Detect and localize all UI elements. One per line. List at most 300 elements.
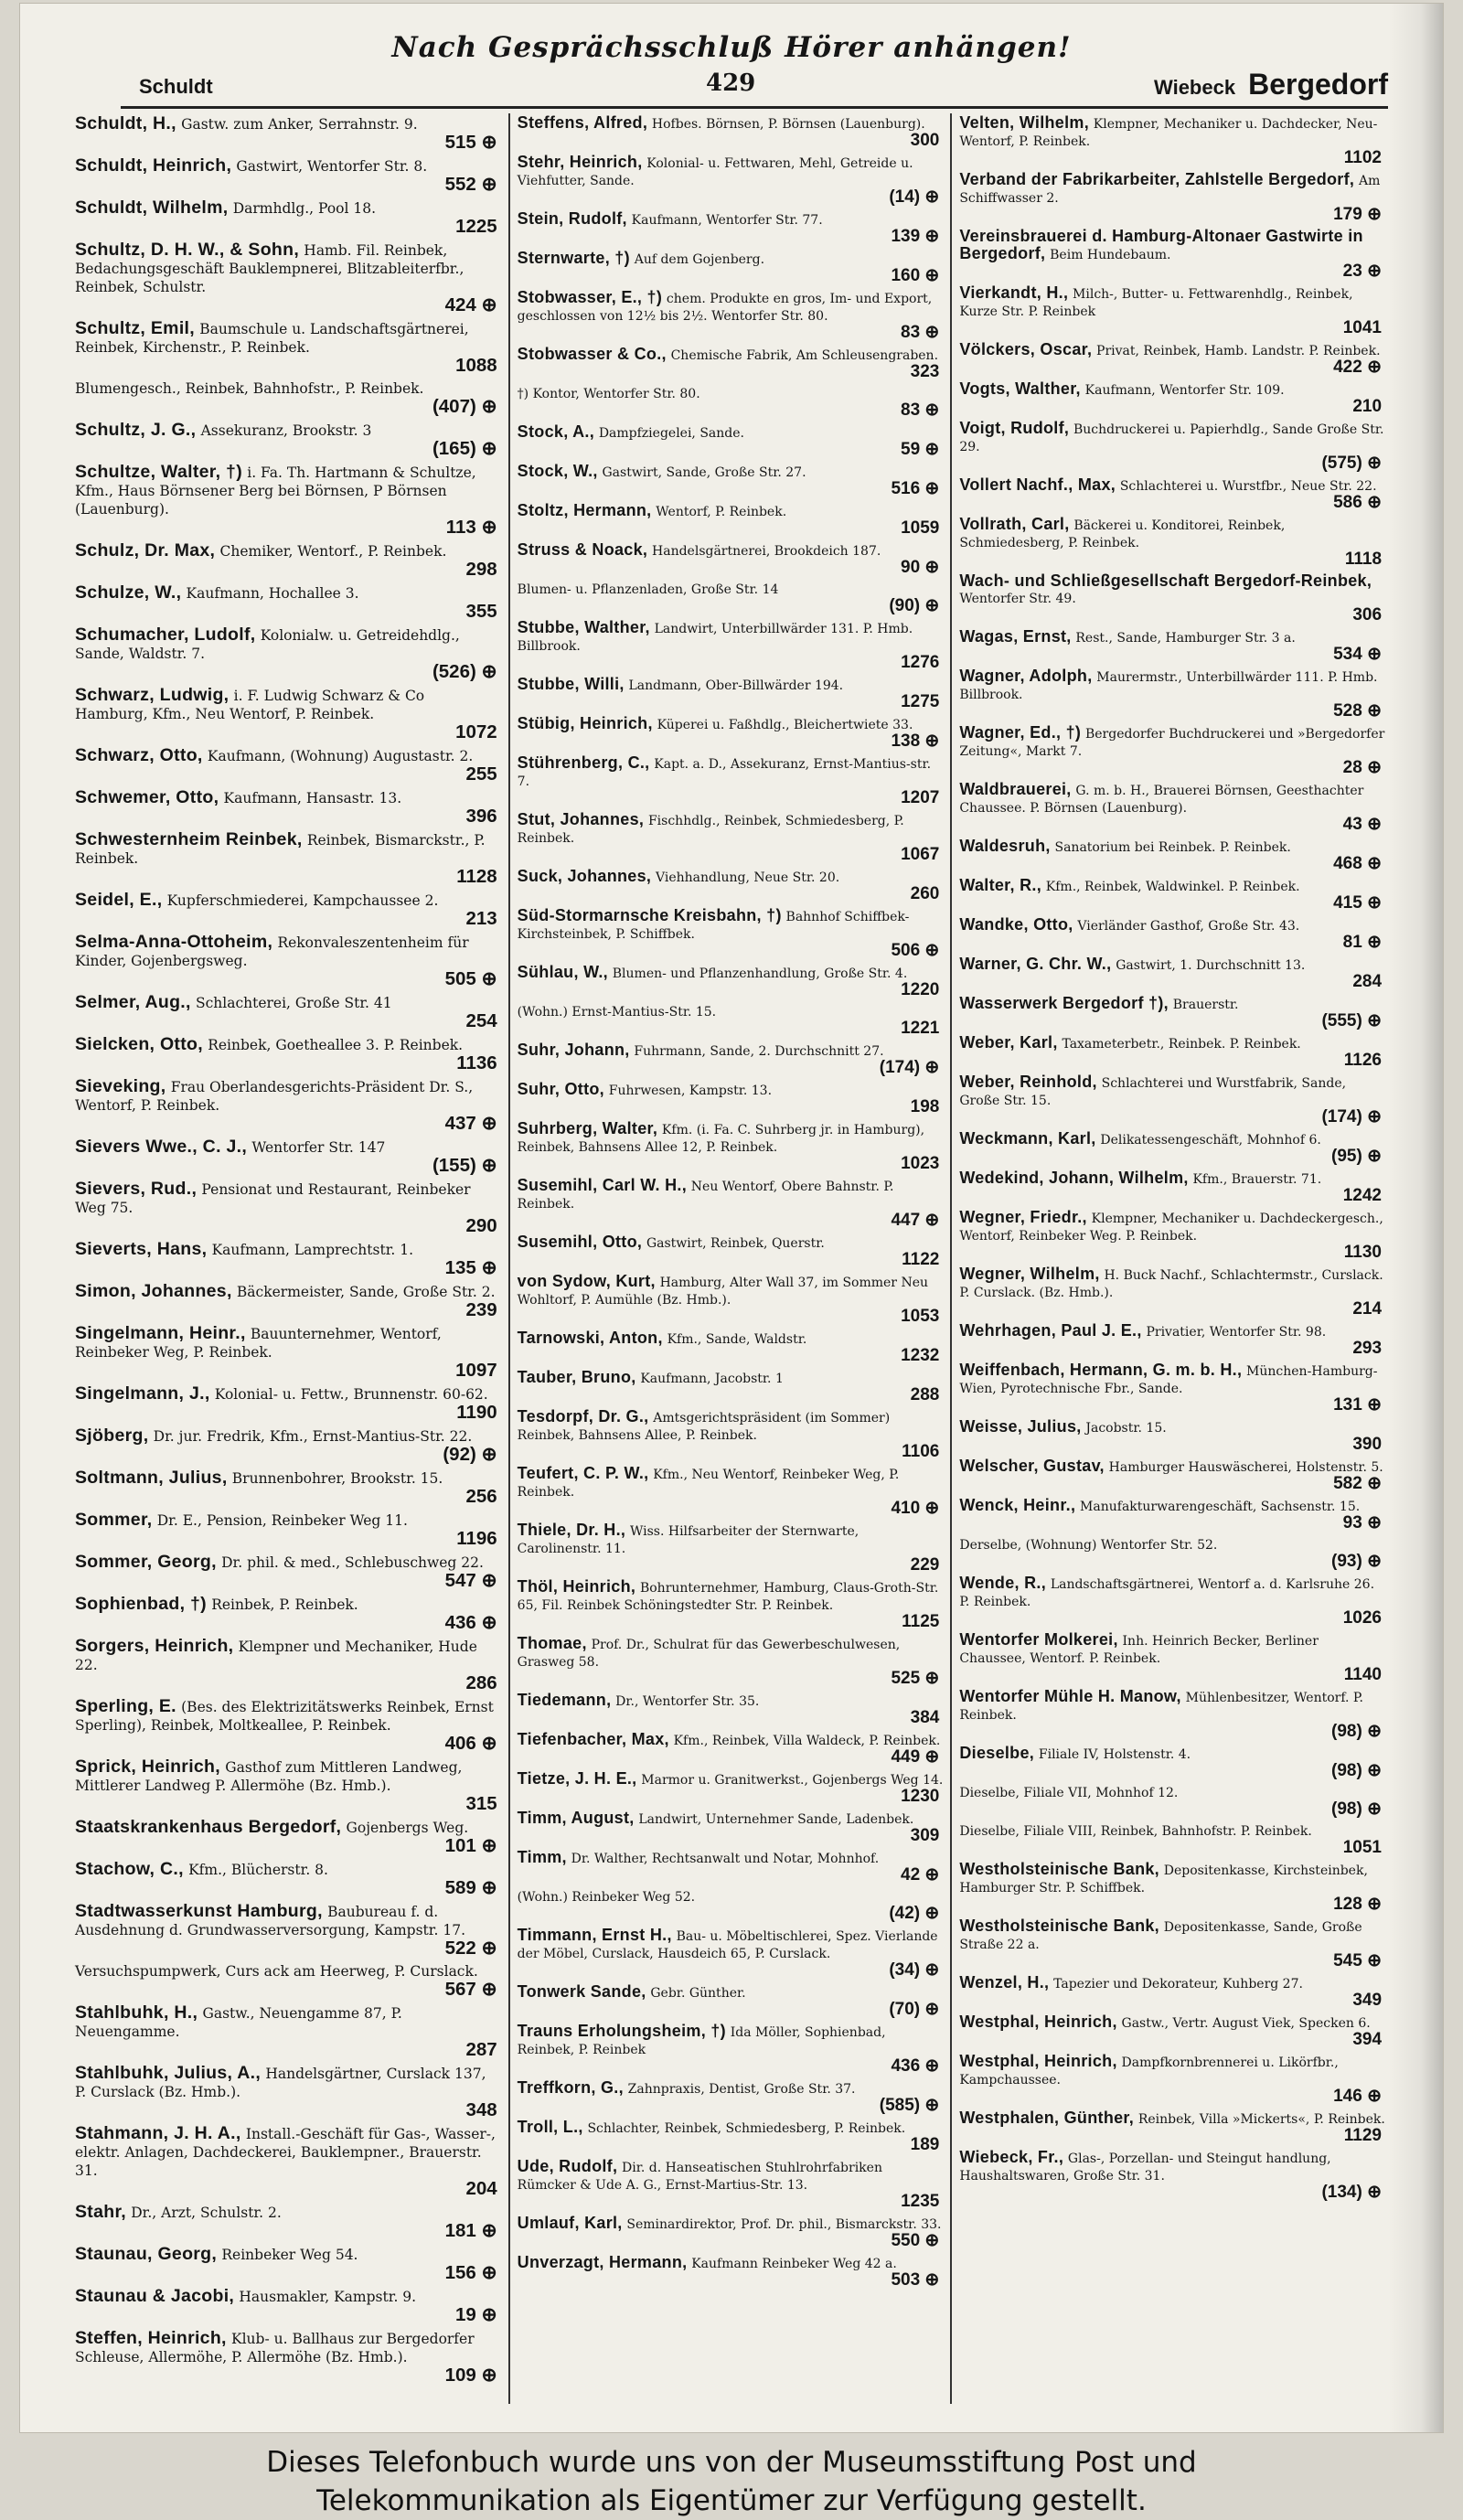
entry-details: Ida Möller, Sophienbad, Reinbek, P. Reinbek — [517, 2025, 886, 2057]
listing-entry — [75, 155, 501, 198]
entry-phone-number: 1102 — [1343, 148, 1383, 167]
entry-name: Suhr, Johann, — [517, 1041, 630, 1059]
entry-phone-number: 468 ⊕ — [1333, 854, 1383, 873]
entry-details: Reinbek, P. Reinbek. — [211, 1596, 358, 1613]
entry-details: i. F. Ludwig Schwarz & Co Hamburg, Kfm., Neu Wentorf, P. Reinbek. — [75, 688, 425, 722]
entry-details: Chemische Fabrik, Am Schleusengraben. — [670, 348, 939, 363]
listing-entry — [75, 1239, 501, 1281]
listing-entry — [518, 1769, 944, 1809]
entry-name: Unverzagt, Hermann, — [517, 2253, 688, 2271]
entry-details: Gastwirt, 1. Durchschnitt 13. — [1116, 958, 1306, 973]
entry-details: Sanatorium bei Reinbek. P. Reinbek. — [1054, 840, 1291, 855]
entry-details: (Bes. des Elektrizitätswerks Reinbek, Ernst Sperling), Reinbek, Moltkeallee, P. Reinbek. — [75, 1699, 494, 1734]
entry-phone-number: 1140 — [1343, 1665, 1383, 1684]
entry-details: Depositenkasse, Kirchsteinbek, Hamburger Str. P. Schiffbek. — [959, 1863, 1368, 1895]
listing-entry — [518, 345, 944, 384]
entry-name: Völckers, Oscar, — [959, 340, 1093, 358]
entry-phone-number: (93) ⊕ — [1331, 1552, 1383, 1571]
entry-name: Sperling, E. — [75, 1696, 176, 1716]
entry-phone-number: 384 — [910, 1708, 940, 1727]
entry-details: Dir. d. Hanseatischen Stuhlrohrfabriken Rümcker & Ude A. G., Ernst-Martius-Str. 13. — [517, 2161, 882, 2193]
entry-details: Kfm., Brauerstr. 71. — [1192, 1172, 1322, 1187]
listing-entry — [75, 1696, 501, 1757]
entry-name: Walter, R., — [959, 876, 1041, 894]
entry-phone-number: 436 ⊕ — [444, 1612, 497, 1633]
listing-column-1 — [68, 113, 508, 2404]
listing-entry — [518, 1634, 944, 1691]
entry-name: Thöl, Heinrich, — [517, 1577, 636, 1596]
entry-name: Westholsteinische Bank, — [959, 1860, 1159, 1878]
entry-phone-number: 179 ⊕ — [1333, 205, 1383, 224]
entry-phone-number: 422 ⊕ — [1333, 358, 1383, 377]
entry-name: Westphal, Heinrich, — [959, 2013, 1117, 2031]
entry-name: Wenzel, H., — [959, 1973, 1050, 1991]
entry-phone-number: 286 — [465, 1672, 497, 1693]
entry-details: Kfm., Neu Wentorf, Reinbeker Weg, P. Reinbek. — [517, 1468, 900, 1500]
entry-name: Stührenberg, C., — [517, 753, 650, 772]
entry-phone-number: 214 — [1352, 1299, 1383, 1319]
entry-name: Seidel, E., — [75, 890, 163, 910]
listing-entry — [75, 420, 501, 462]
listing-entry — [75, 932, 501, 992]
entry-name: Struss & Noack, — [517, 540, 648, 559]
entry-name: Teufert, C. P. W., — [517, 1464, 649, 1482]
entry-phone-number: 406 ⊕ — [444, 1733, 497, 1754]
entry-phone-number: (174) ⊕ — [1321, 1107, 1383, 1127]
entry-phone-number: 525 ⊕ — [891, 1669, 940, 1688]
entry-phone-number: (34) ⊕ — [889, 1960, 940, 1980]
entry-name: Timmann, Ernst H., — [517, 1926, 672, 1944]
entry-name: Westphalen, Günther, — [959, 2109, 1135, 2127]
entry-details: Bau- u. Möbeltischlerei, Spez. Vierlande der Möbel, Curslack, Hausdeich 65, P. Curslack. — [517, 1929, 938, 1961]
entry-details: Zahnpraxis, Dentist, Große Str. 37. — [627, 2082, 856, 2097]
entry-phone-number: 1067 — [901, 845, 940, 864]
listing-entry — [959, 2013, 1385, 2052]
listing-entry — [518, 1080, 944, 1119]
entry-name: Staunau, Georg, — [75, 2244, 218, 2264]
listing-entry — [518, 1407, 944, 1464]
entry-details: Fuhrwesen, Kampstr. 13. — [608, 1084, 773, 1098]
entry-details: Gastwirt, Reinbek, Querstr. — [646, 1236, 825, 1251]
entry-name: Schwarz, Otto, — [75, 745, 203, 765]
listing-entry — [959, 1630, 1385, 1687]
entry-details: Schlachterei und Wurstfabrik, Sande, Große Str. 15. — [959, 1076, 1347, 1108]
entry-details: i. Fa. Th. Hartmann & Schultze, Kfm., Haus Börnsener Berg bei Börnsen, P Börnsen (Lauenburg). — [75, 464, 476, 518]
entry-phone-number: (98) ⊕ — [1331, 1722, 1383, 1741]
listing-entry — [518, 2157, 944, 2214]
entry-details: Kaufmann Reinbeker Weg 42 a. — [691, 2257, 897, 2271]
entry-details: (Wohn.) Ernst-Mantius-Str. 15. — [517, 1005, 717, 1020]
listing-entry — [518, 1691, 944, 1730]
entry-name: Wedekind, Johann, Wilhelm, — [959, 1169, 1189, 1187]
entry-details: Wentorfer Str. 49. — [959, 592, 1076, 606]
entry-phone-number: 506 ⊕ — [891, 941, 940, 960]
listing-entry — [518, 462, 944, 501]
entry-phone-number: 146 ⊕ — [1333, 2087, 1383, 2106]
listing-entry — [75, 1510, 501, 1552]
listing-entry — [959, 571, 1385, 627]
running-header — [121, 68, 1388, 104]
entry-name: Stadtwasserkunst Hamburg, — [75, 1901, 323, 1921]
entry-name: Tiefenbacher, Max, — [517, 1730, 669, 1748]
entry-details: Wentorfer Str. 147 — [251, 1139, 386, 1156]
entry-phone-number: 436 ⊕ — [891, 2056, 940, 2076]
entry-name: Umlauf, Karl, — [517, 2214, 623, 2232]
listing-entry — [75, 1137, 501, 1179]
listing-entry — [518, 1887, 944, 1926]
entry-phone-number: 90 ⊕ — [901, 558, 940, 577]
entry-phone-number: 1106 — [902, 1442, 940, 1461]
entry-phone-number: 306 — [1352, 605, 1383, 625]
footer-credit — [0, 2443, 1463, 2520]
entry-details: Kaufmann, Hochallee 3. — [186, 585, 359, 602]
entry-details: Privat, Reinbek, Hamb. Landstr. P. Reinbek. — [1096, 344, 1381, 358]
entry-phone-number: 81 ⊕ — [1342, 933, 1383, 952]
entry-details: Kfm., Reinbek, Villa Waldeck, P. Reinbek. — [673, 1734, 941, 1748]
entry-phone-number: 1196 — [456, 1528, 497, 1549]
entry-phone-number: (407) ⊕ — [432, 396, 497, 417]
entry-details: Dieselbe, Filiale VIII, Reinbek, Bahnhofstr. P. Reinbek. — [959, 1824, 1312, 1839]
listing-entry — [959, 113, 1385, 170]
entry-phone-number: 505 ⊕ — [444, 968, 497, 989]
listing-entry — [75, 2002, 501, 2063]
entry-phone-number: 315 — [465, 1793, 497, 1814]
entry-name: Stahmann, J. H. A., — [75, 2123, 241, 2143]
entry-phone-number: 355 — [465, 601, 497, 622]
entry-phone-number: 1097 — [455, 1360, 497, 1381]
listing-entry — [959, 1265, 1385, 1321]
entry-phone-number: 447 ⊕ — [891, 1211, 940, 1230]
listing-entry — [75, 829, 501, 890]
entry-phone-number: 1126 — [1343, 1051, 1383, 1070]
listing-entry — [75, 2328, 501, 2388]
entry-phone-number: 1220 — [901, 980, 940, 999]
listing-entry — [518, 963, 944, 1002]
entry-name: Thiele, Dr. H., — [517, 1521, 626, 1539]
entry-name: Schultz, D. H. W., & Sohn, — [75, 240, 300, 260]
entry-phone-number: (90) ⊕ — [889, 596, 940, 615]
entry-name: Verband der Fabrikarbeiter, Zahlstelle Bergedorf, — [959, 170, 1355, 188]
listing-column-3 — [950, 113, 1393, 2404]
entry-details: Frau Oberlandesgerichts-Präsident Dr. S., Wentorf, P. Reinbek. — [75, 1079, 474, 1114]
listing-entry — [959, 723, 1385, 780]
entry-phone-number: 550 ⊕ — [891, 2231, 940, 2250]
entry-phone-number: 415 ⊕ — [1333, 893, 1383, 913]
entry-details: Chemiker, Wentorf., P. Reinbek. — [219, 543, 447, 560]
entry-name: Schwesternheim Reinbek, — [75, 829, 303, 849]
listing-entry — [518, 1521, 944, 1577]
header-right — [1154, 68, 1388, 101]
entry-phone-number: 396 — [465, 806, 497, 827]
entry-phone-number: 160 ⊕ — [891, 266, 940, 285]
listing-entry — [518, 1848, 944, 1887]
listing-entry — [959, 2052, 1385, 2109]
entry-name: Wehrhagen, Paul J. E., — [959, 1321, 1142, 1340]
header-left-keyword: Schuldt — [139, 75, 213, 98]
entry-name: Wagner, Ed., †) — [959, 723, 1082, 742]
entry-details: Gastwirt, Wentorfer Str. 8. — [236, 158, 428, 175]
entry-details: Dampfkornbrennerei u. Likörfbr., Kampchaussee. — [959, 2056, 1339, 2088]
listing-entry — [959, 1783, 1385, 1821]
listing-entry — [75, 1323, 501, 1383]
listing-entry — [75, 1076, 501, 1137]
entry-name: Schultz, J. G., — [75, 420, 197, 440]
entry-phone-number: (585) ⊕ — [879, 2096, 940, 2115]
entry-phone-number: (95) ⊕ — [1331, 1147, 1383, 1166]
entry-details: Bohrunternehmer, Hamburg, Claus-Groth-Str. 65, Fil. Reinbek Schöningstedter Str. P. Reinbek. — [517, 1581, 939, 1613]
entry-name: Timm, August, — [517, 1809, 635, 1827]
entry-name: Steffen, Heinrich, — [75, 2328, 227, 2348]
entry-details: München-Hamburg-Wien, Pyrotechnische Fbr., Sande. — [959, 1364, 1378, 1396]
listing-entry — [75, 787, 501, 829]
entry-name: Stahlbuhk, Julius, A., — [75, 2063, 262, 2083]
entry-phone-number: 547 ⊕ — [444, 1570, 497, 1591]
header-place-name: Bergedorf — [1248, 68, 1388, 101]
entry-details: Maurermstr., Unterbillwärder 111. P. Hmb. Billbrook. — [959, 670, 1378, 702]
listing-entry — [75, 1961, 501, 2002]
entry-phone-number: 567 ⊕ — [444, 1979, 497, 2000]
entry-name: Sjöberg, — [75, 1426, 149, 1446]
entry-details: Schlachter, Reinbek, Schmiedesberg, P. Reinbek. — [587, 2121, 906, 2136]
entry-name: Schwarz, Ludwig, — [75, 685, 230, 705]
listing-entry — [518, 2214, 944, 2253]
listing-entry — [518, 580, 944, 618]
entry-details: Hausmakler, Kampstr. 9. — [239, 2289, 417, 2305]
entry-details: Kfm., Blücherstr. 8. — [188, 1862, 328, 1878]
entry-name: Wenck, Heinr., — [959, 1496, 1076, 1514]
entry-details: †) Kontor, Wentorfer Str. 80. — [517, 387, 700, 401]
entry-phone-number: 1023 — [901, 1154, 940, 1173]
entry-details: Wiss. Hilfsarbeiter der Sternwarte, Carolinenstr. 11. — [517, 1524, 860, 1556]
listing-entry — [75, 1636, 501, 1696]
entry-phone-number: 83 ⊕ — [901, 323, 940, 342]
entry-details: Blumengesch., Reinbek, Bahnhofstr., P. Reinbek. — [75, 380, 424, 397]
entry-phone-number: 1207 — [901, 788, 940, 807]
entry-details: Handelsgärtnerei, Brookdeich 187. — [652, 544, 881, 559]
entry-name: Voigt, Rudolf, — [959, 419, 1070, 437]
entry-phone-number: 19 ⊕ — [454, 2304, 497, 2325]
header-rule — [121, 106, 1388, 109]
listing-entry — [518, 867, 944, 906]
entry-phone-number: 309 — [910, 1826, 940, 1845]
entry-phone-number: 516 ⊕ — [891, 479, 940, 498]
entry-name: Warner, G. Chr. W., — [959, 955, 1112, 973]
entry-name: Sievers, Rud., — [75, 1179, 198, 1199]
entry-name: Stock, W., — [517, 462, 598, 480]
entry-phone-number: 293 — [1352, 1339, 1383, 1358]
listing-entry — [518, 384, 944, 422]
entry-details: Kaufmann, Jacobstr. 1 — [640, 1372, 784, 1386]
entry-name: Steffens, Alfred, — [517, 113, 648, 132]
listing-entry — [75, 1757, 501, 1817]
entry-name: Vereinsbrauerei d. Hamburg-Altonaer Gastwirte in Bergedorf, — [959, 227, 1363, 262]
entry-phone-number: 213 — [465, 908, 497, 929]
listing-entry — [959, 994, 1385, 1033]
entry-phone-number: (92) ⊕ — [443, 1444, 497, 1465]
entry-details: Hofbes. Börnsen, P. Börnsen (Lauenburg). — [651, 117, 925, 132]
entry-phone-number: 503 ⊕ — [891, 2270, 940, 2290]
header-right-keyword: Wiebeck — [1154, 76, 1236, 99]
listing-entry — [959, 1687, 1385, 1744]
entry-name: Wagas, Ernst, — [959, 627, 1072, 646]
entry-phone-number: 586 ⊕ — [1333, 493, 1383, 512]
entry-name: Vierkandt, H., — [959, 283, 1069, 302]
listing-entry — [518, 810, 944, 867]
entry-details: Handelsgärtner, Curslack 137, P. Curslack (Bz. Hmb.). — [75, 2066, 486, 2100]
entry-phone-number: 1053 — [901, 1307, 940, 1326]
entry-phone-number: 410 ⊕ — [891, 1499, 940, 1518]
entry-name: Stein, Rudolf, — [517, 209, 627, 228]
entry-name: Waldbrauerei, — [959, 780, 1072, 798]
entry-phone-number: 229 — [910, 1555, 940, 1575]
listing-entry — [518, 1041, 944, 1080]
listing-entry — [518, 1577, 944, 1634]
listing-entry — [75, 318, 501, 379]
entry-details: Am Schiffwasser 2. — [959, 174, 1381, 206]
listing-entry — [959, 1417, 1385, 1457]
entry-phone-number: 1051 — [1342, 1838, 1383, 1857]
entry-details: Kfm. (i. Fa. C. Suhrberg jr. in Hamburg), Reinbek, Bahnsens Allee 12, P. Reinbek. — [517, 1123, 925, 1155]
entry-details: Gasthof zum Mittleren Landweg, Mittlerer Landweg P. Allermöhe (Bz. Hmb.). — [75, 1759, 463, 1794]
listing-entry — [959, 1744, 1385, 1783]
entry-details: Marmor u. Granitwerkst., Gojenbergs Weg 14. — [641, 1773, 944, 1788]
entry-phone-number: 139 ⊕ — [891, 227, 940, 246]
entry-name: Wentorfer Mühle H. Manow, — [959, 1687, 1181, 1705]
entry-details: Landschaftsgärtnerei, Wentorf a. d. Karlsruhe 26. P. Reinbek. — [959, 1577, 1375, 1609]
entry-phone-number: 28 ⊕ — [1342, 758, 1383, 777]
listing-entry — [959, 475, 1385, 515]
entry-name: Schuldt, Heinrich, — [75, 155, 232, 176]
entry-name: Sievers Wwe., C. J., — [75, 1137, 248, 1157]
listing-entry — [75, 1552, 501, 1594]
entry-details: Bahnhof Schiffbek-Kirchsteinbek, P. Schiffbek. — [517, 910, 910, 942]
entry-name: Wentorfer Molkerei, — [959, 1630, 1118, 1649]
entry-details: Landmann, Ober-Billwärder 194. — [628, 678, 844, 693]
listing-entry — [75, 992, 501, 1034]
page-edge-shadow — [1388, 4, 1443, 2432]
entry-details: Klub- u. Ballhaus zur Bergedorfer Schleuse, Allermöhe, P. Allermöhe (Bz. Hmb.). — [75, 2331, 475, 2365]
listing-entry — [75, 1901, 501, 1961]
listing-entry — [959, 1361, 1385, 1417]
entry-details: Baubureau f. d. Ausdehnung d. Grundwasserversorgung, Kampstr. 17. — [75, 1904, 465, 1938]
entry-phone-number: 1130 — [1343, 1243, 1383, 1262]
entry-phone-number: 349 — [1352, 1991, 1383, 2010]
entry-name: Stachow, C., — [75, 1859, 184, 1879]
entry-details: Kaufmann, (Wohnung) Augustastr. 2. — [207, 748, 474, 764]
entry-name: Troll, L., — [517, 2118, 583, 2136]
entry-phone-number: 59 ⊕ — [901, 440, 940, 459]
entry-name: Weber, Reinhold, — [959, 1073, 1097, 1091]
entry-phone-number: 522 ⊕ — [444, 1938, 497, 1959]
entry-name: Stubbe, Willi, — [517, 675, 625, 693]
listing-entry — [518, 1329, 944, 1368]
entry-name: Schultz, Emil, — [75, 318, 195, 338]
entry-name: Singelmann, J., — [75, 1383, 210, 1404]
entry-phone-number: 1136 — [456, 1052, 497, 1073]
entry-details: Bäckerei u. Konditorei, Reinbek, Schmiedesberg, P. Reinbek. — [959, 518, 1286, 550]
entry-details: Gebr. Günther. — [650, 1986, 746, 2001]
entry-details: Prof. Dr., Schulrat für das Gewerbeschulwesen, Grasweg 58. — [517, 1638, 901, 1670]
entry-phone-number: 254 — [465, 1010, 497, 1031]
entry-phone-number: 198 — [910, 1097, 940, 1116]
listing-entry — [518, 209, 944, 249]
entry-name: Susemihl, Carl W. H., — [517, 1176, 688, 1194]
entry-details: Glas-, Porzellan- und Steingut handlung, Haushaltswaren, Große Str. 31. — [959, 2152, 1331, 2184]
entry-phone-number: 181 ⊕ — [444, 2220, 497, 2241]
entry-name: Sommer, Georg, — [75, 1552, 217, 1572]
entry-name: Ude, Rudolf, — [517, 2157, 618, 2175]
listing-entry — [959, 1073, 1385, 1129]
entry-details: Gojenbergs Weg. — [346, 1820, 469, 1836]
entry-name: Schultze, Walter, †) — [75, 462, 242, 482]
entry-name: Stehr, Heinrich, — [517, 153, 643, 171]
entry-phone-number: 239 — [465, 1299, 497, 1320]
entry-phone-number: 323 — [910, 362, 940, 381]
listing-entry — [959, 876, 1385, 915]
listing-entry — [75, 540, 501, 582]
entry-phone-number: 93 ⊕ — [1342, 1513, 1383, 1532]
entry-details: Seminardirektor, Prof. Dr. phil., Bismarckstr. 33. — [626, 2217, 942, 2232]
entry-phone-number: 260 — [910, 884, 940, 903]
entry-details: Install.-Geschäft für Gas-, Wasser-, elektr. Anlagen, Dachdeckerei, Bauklempner., Brauerstr. 31. — [75, 2126, 496, 2179]
entry-details: Kolonial- u. Fettw., Brunnenstr. 60-62. — [214, 1386, 488, 1403]
entry-name: Tiedemann, — [517, 1691, 612, 1709]
entry-details: Jacobstr. 15. — [1085, 1421, 1167, 1436]
listing-entry — [959, 780, 1385, 837]
listing-columns — [68, 113, 1393, 2404]
entry-details: Filiale IV, Holstenstr. 4. — [1038, 1747, 1191, 1762]
entry-name: Weiffenbach, Hermann, G. m. b. H., — [959, 1361, 1243, 1379]
listing-entry — [75, 890, 501, 932]
entry-details: Kupferschmiederei, Kampchaussee 2. — [166, 892, 439, 909]
entry-name: Treffkorn, G., — [517, 2078, 624, 2097]
entry-name: Stoltz, Hermann, — [517, 501, 652, 519]
listing-entry — [75, 1383, 501, 1426]
listing-entry — [518, 2078, 944, 2118]
entry-details: Dieselbe, Filiale VII, Mohnhof 12. — [959, 1786, 1179, 1800]
entry-phone-number: (98) ⊕ — [1331, 1761, 1383, 1780]
entry-details: Klempner, Mechaniker u. Dachdeckergesch., Wentorf, Reinbeker Weg. P. Reinbek. — [959, 1212, 1383, 1244]
entry-details: G. m. b. H., Brauerei Börnsen, Geesthachter Chaussee. P. Börnsen (Lauenburg). — [959, 784, 1364, 816]
entry-details: Gastw., Vertr. August Viek, Specken 6. — [1121, 2016, 1371, 2031]
listing-entry — [518, 1982, 944, 2022]
listing-entry — [75, 1281, 501, 1323]
entry-phone-number: 83 ⊕ — [901, 400, 940, 420]
entry-details: Assekuranz, Brookstr. 3 — [200, 422, 372, 439]
entry-name: Sophienbad, †) — [75, 1594, 207, 1614]
entry-details: Dampfziegelei, Sande. — [598, 426, 744, 441]
entry-name: Wasserwerk Bergedorf †), — [959, 994, 1169, 1012]
listing-entry — [959, 1208, 1385, 1265]
entry-phone-number: 255 — [465, 763, 497, 785]
listing-entry — [518, 113, 944, 153]
page-notice: Nach Gesprächsschluß Hörer anhängen! — [391, 31, 1072, 64]
footer-line-1: Dieses Telefonbuch wurde uns von der Museumsstiftung Post und — [266, 2446, 1197, 2479]
listing-entry — [75, 2286, 501, 2328]
entry-name: Selmer, Aug., — [75, 992, 191, 1012]
listing-entry — [959, 1169, 1385, 1208]
entry-details: Brunnenbohrer, Brookstr. 15. — [231, 1470, 443, 1487]
listing-entry — [959, 419, 1385, 475]
entry-details: Blumen- und Pflanzenhandlung, Große Str. 4. — [612, 966, 908, 981]
entry-phone-number: (165) ⊕ — [432, 438, 497, 459]
entry-name: Welscher, Gustav, — [959, 1457, 1105, 1475]
listing-entry — [518, 753, 944, 810]
entry-name: Dieselbe, — [959, 1744, 1035, 1762]
entry-phone-number: 348 — [465, 2099, 497, 2120]
entry-name: Wegner, Friedr., — [959, 1208, 1087, 1226]
directory-page — [20, 4, 1443, 2432]
